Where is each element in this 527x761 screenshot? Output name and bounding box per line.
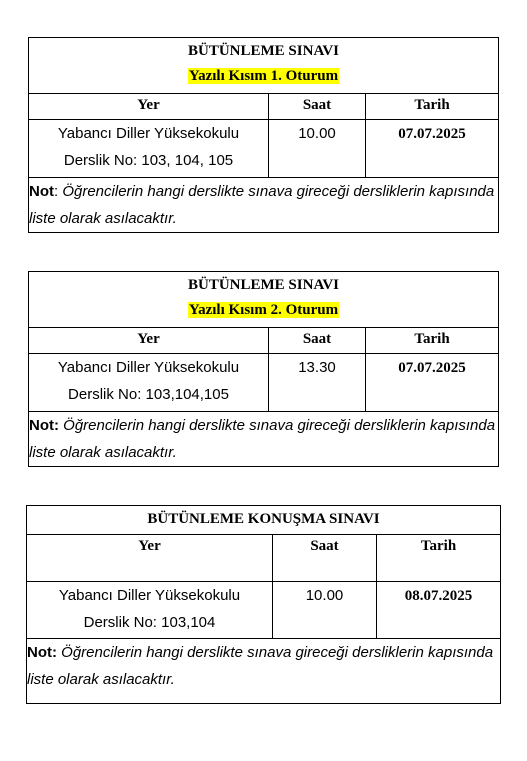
table-title-cell: [27, 506, 501, 535]
header-time: Saat: [269, 328, 366, 354]
place-line-2: Derslik No: 103,104: [83, 614, 216, 631]
note-cell: [27, 639, 501, 704]
header-date: Tarih: [377, 535, 501, 582]
header-time: Saat: [273, 535, 377, 582]
table-title: BÜTÜNLEME KONUŞMA SINAVI: [147, 511, 380, 527]
place-line-2: Derslik No: 103, 104, 105: [63, 152, 234, 169]
place-line-1: Yabancı Diller Yüksekokulu: [57, 125, 240, 142]
place-cell: [29, 120, 269, 178]
note-label: Not: [29, 183, 54, 200]
table-title: BÜTÜNLEME SINAVI: [188, 277, 340, 293]
table-title-cell: [29, 272, 499, 328]
date-cell: 08.07.2025: [377, 582, 501, 639]
place-line-1: Yabancı Diller Yüksekokulu: [58, 587, 241, 604]
time-cell: 10.00: [273, 582, 377, 639]
date-cell: 07.07.2025: [366, 120, 499, 178]
table-subtitle: Yazılı Kısım 2. Oturum: [188, 302, 339, 318]
note-cell: [29, 178, 499, 233]
table-title-cell: [29, 38, 499, 94]
time-cell: 10.00: [269, 120, 366, 178]
table-title: BÜTÜNLEME SINAVI: [188, 43, 340, 59]
place-cell: [29, 354, 269, 412]
exam-table-written-2: [28, 271, 499, 467]
date-cell: 07.07.2025: [366, 354, 499, 412]
header-place: Yer: [29, 94, 269, 120]
time-cell: 13.30: [269, 354, 366, 412]
note-separator: :: [54, 183, 59, 200]
note-label: Not:: [27, 644, 57, 661]
note-text: Öğrencilerin hangi derslikte sınava gireceği dersliklerin kapısında liste olarak asılacaktır.: [27, 644, 494, 688]
header-time: Saat: [269, 94, 366, 120]
header-date: Tarih: [366, 94, 499, 120]
header-date: Tarih: [366, 328, 499, 354]
exam-table-written-1: [28, 37, 499, 233]
note-label: Not:: [29, 417, 59, 434]
place-cell: [27, 582, 273, 639]
note-text: Öğrencilerin hangi derslikte sınava gireceği dersliklerin kapısında liste olarak asılacaktır.: [29, 183, 495, 227]
header-place: Yer: [29, 328, 269, 354]
exam-table-speaking: [26, 505, 501, 704]
place-line-2: Derslik No: 103,104,105: [68, 386, 229, 403]
table-subtitle: Yazılı Kısım 1. Oturum: [188, 68, 339, 84]
header-place: Yer: [27, 535, 273, 582]
note-cell: [29, 412, 499, 467]
place-line-1: Yabancı Diller Yüksekokulu: [57, 359, 240, 376]
note-text: Öğrencilerin hangi derslikte sınava gireceği dersliklerin kapısında liste olarak asılacaktır.: [29, 417, 496, 461]
